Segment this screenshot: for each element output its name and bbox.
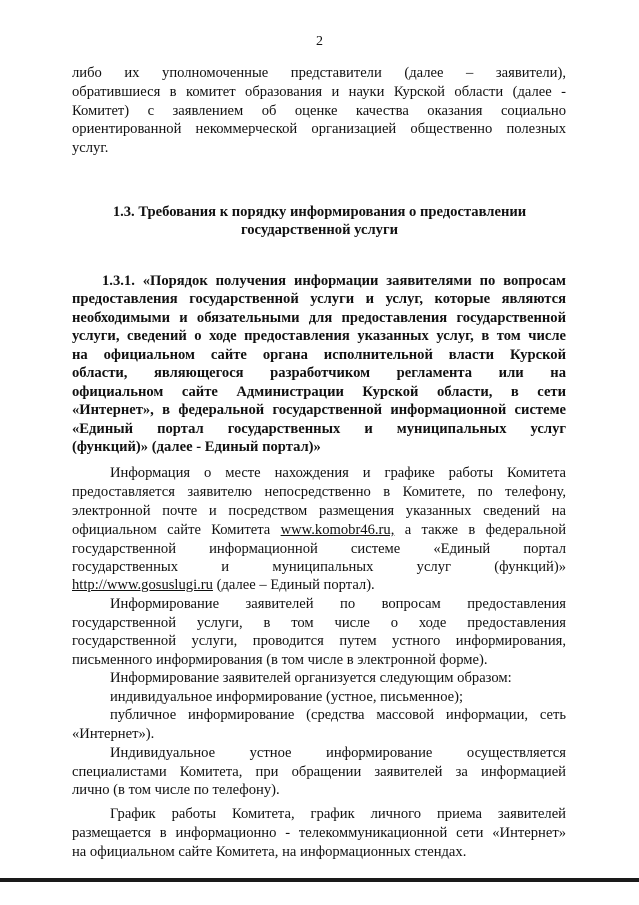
heading-line: «Интернет», в федеральной государственной информационной системе [72, 402, 566, 418]
heading-line: государственной услуги [240, 222, 399, 238]
text-line: Индивидуальное устное информирование осуществляется [110, 745, 566, 761]
text-line: Информирование заявителей организуется следующим образом: [110, 670, 512, 686]
text-line: предоставляется заявителю непосредственно в Комитете, по телефону, [72, 484, 566, 500]
text-line: письменного информирования (в том числе в электронной форме). [72, 652, 488, 668]
text-line: государственной информационной системе «Единый портал [72, 541, 566, 557]
heading-line: области, являющегося разработчиком регламента или на [72, 365, 566, 381]
text-line: размещается в информационно - телекоммуникационной сети «Интернет» [72, 825, 566, 841]
text-line: лично (в том числе по телефону). [72, 782, 280, 798]
text-line: специалистами Комитета, при обращении заявителей за информацией [72, 764, 566, 780]
heading-line: 1.3. Требования к порядку информирования о предоставлении [112, 204, 527, 220]
text-fragment: официальном сайте Комитета [72, 522, 281, 538]
text-fragment: (далее – Единый портал). [212, 577, 375, 593]
page-number: 2 [316, 34, 323, 49]
text-line: индивидуальное информирование (устное, письменное); [110, 689, 464, 705]
heading-line: предоставления государственной услуги и услуг, которые являются [72, 291, 566, 307]
text-line [72, 521, 566, 540]
text-line: График работы Комитета, график личного приема заявителей [110, 806, 566, 822]
text-line: государственной услуги, в том числе о ходе предоставления [72, 615, 566, 631]
bottom-rule [0, 878, 639, 882]
text-line: «Интернет»). [72, 726, 155, 742]
text-line: услуг. [72, 140, 109, 156]
text-line: Комитет) с заявлением об оценке качества оказания социально [72, 103, 566, 119]
heading-line: официальном сайте Администрации Курской области, в сети [72, 384, 566, 400]
komobr-website-link[interactable]: www.komobr46.ru, [280, 522, 395, 538]
heading-line: (функций)» (далее - Единый портал)» [72, 439, 321, 455]
text-fragment: а также в федеральной [394, 522, 566, 538]
text-line [72, 576, 566, 595]
heading-line: «Единый портал государственных и муниципальных услуг [72, 421, 566, 437]
text-line: публичное информирование (средства массовой информации, сеть [110, 707, 566, 723]
gosuslugi-link[interactable]: http://www.gosuslugi.ru [72, 577, 213, 593]
text-line: Информирование заявителей по вопросам предоставления [110, 596, 566, 612]
text-line: государственных и муниципальных услуг (функций)» [72, 559, 566, 575]
text-line: либо их уполномоченные представители (далее – заявители), [72, 65, 566, 81]
text-line: Информация о месте нахождения и графике работы Комитета [110, 465, 566, 481]
heading-line: необходимыми и обязательными для предоставления государственной [72, 310, 566, 326]
text-line: на официальном сайте Комитета, на информационных стендах. [72, 844, 467, 860]
text-line: электронной почте и посредством размещения указанных сведений на [72, 503, 566, 519]
text-line: государственной услуги, проводится путем устного информирования, [72, 633, 566, 649]
heading-line: на официальном сайте органа исполнительной власти Курской [72, 347, 566, 363]
heading-line: услуги, сведений о ходе предоставления указанных услуг, в том числе [72, 328, 566, 344]
text-line: обратившиеся в комитет образования и науки Курской области (далее - [72, 84, 566, 100]
text-line: ориентированной некоммерческой организацией общественно полезных [72, 121, 566, 137]
heading-line: 1.3.1. «Порядок получения информации заявителями по вопросам [102, 273, 566, 289]
